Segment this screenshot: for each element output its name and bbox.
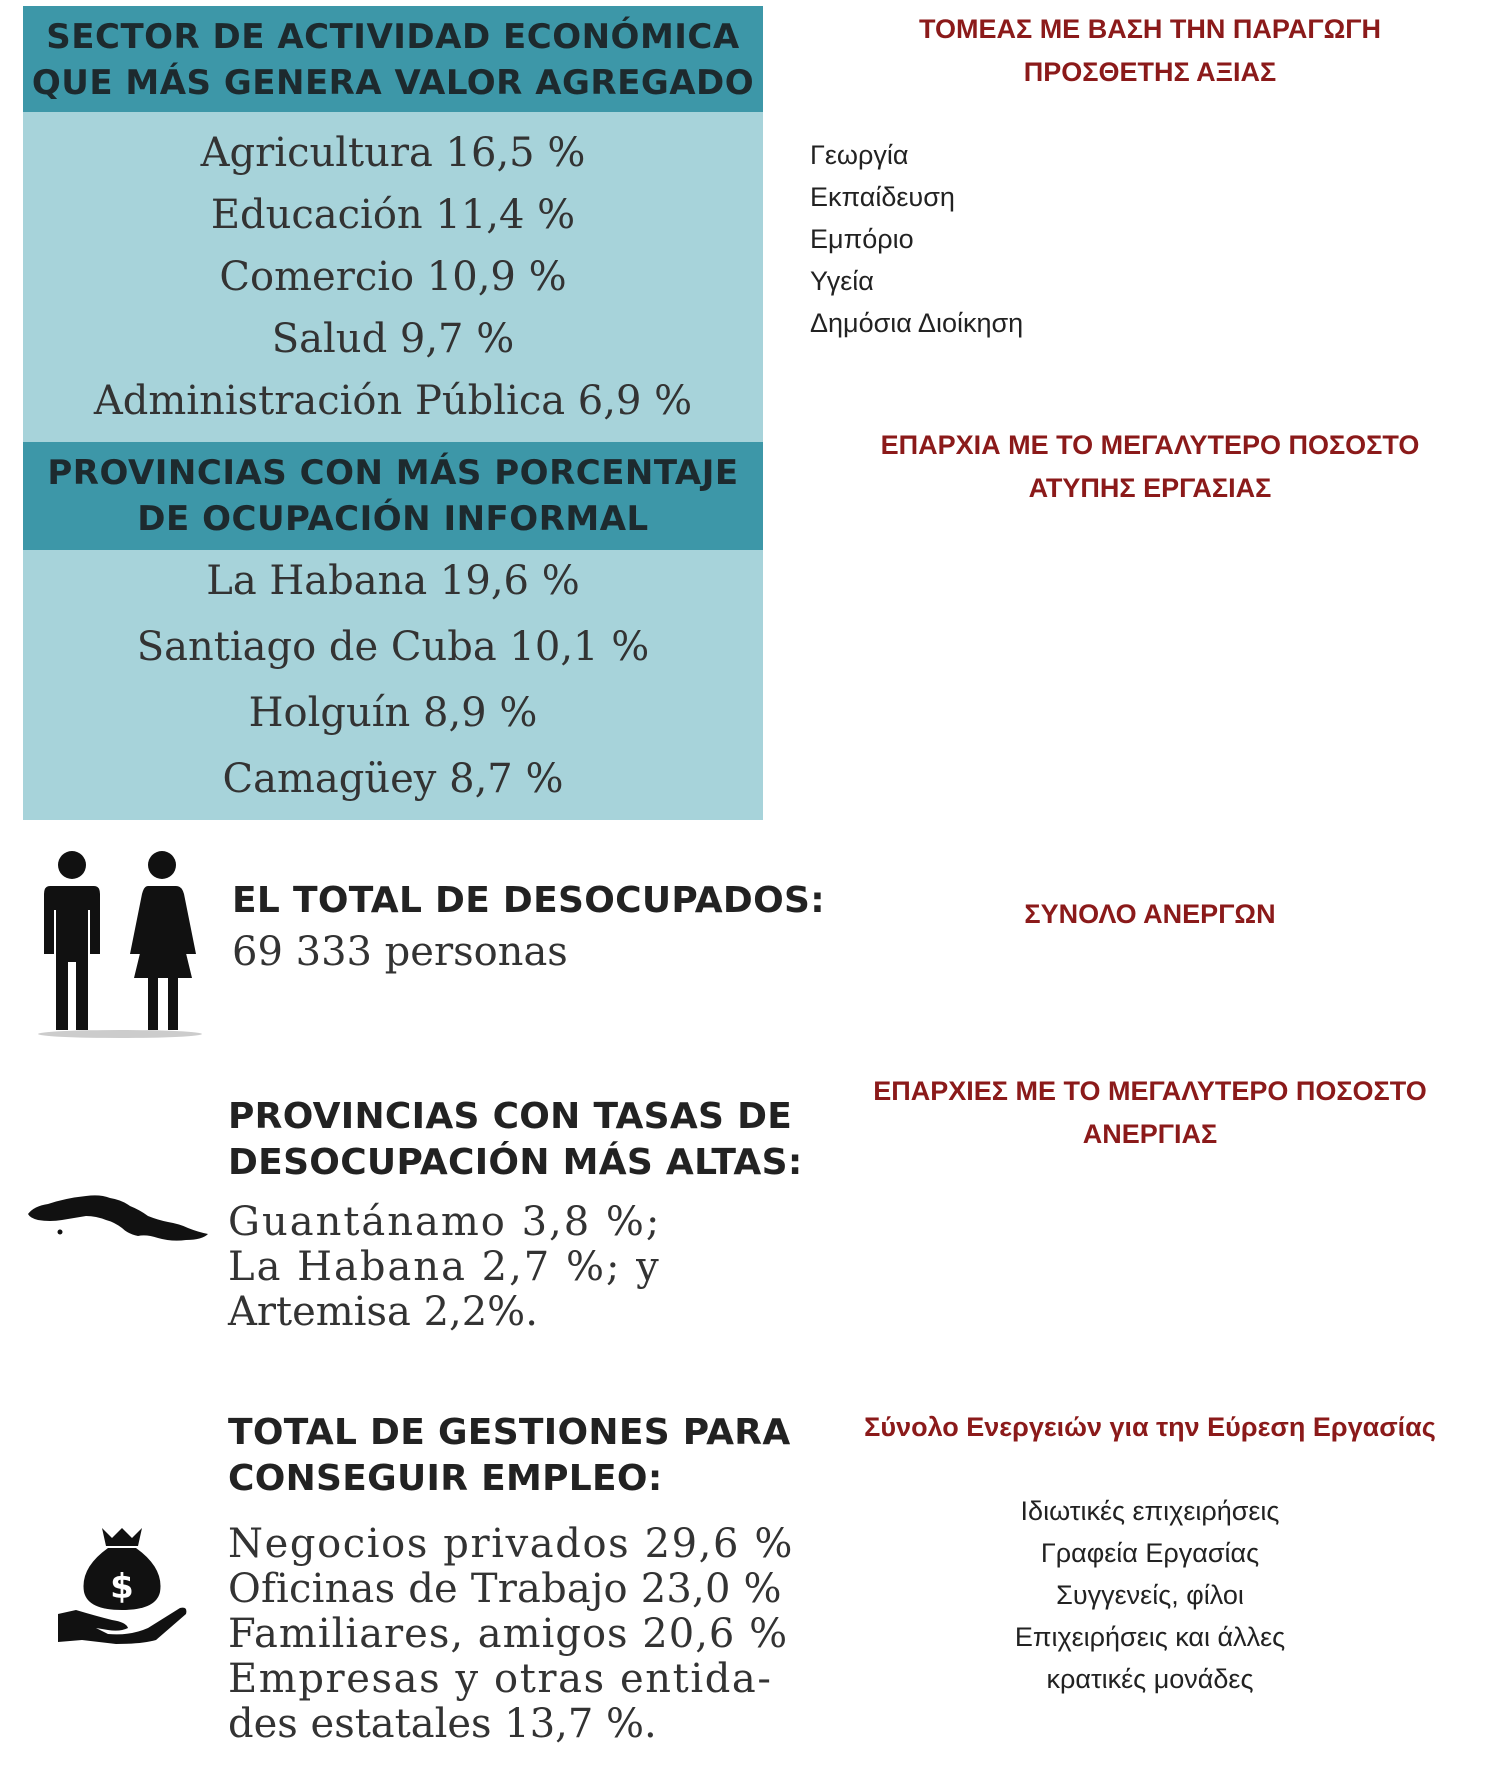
jobsearch-text-line-3: Familiares, amigos 20,6 %: [228, 1611, 789, 1657]
jobsearch-heading-line-1: TOTAL DE GESTIONES PARA: [228, 1412, 791, 1453]
rates-text-line-2: La Habana 2,7 %; y: [228, 1244, 661, 1290]
jobsearch-text-line-5: des estatales 13,7 %.: [228, 1701, 657, 1747]
informal-item-camaguey: Camagüey 8,7 %: [222, 756, 564, 802]
gr-jobsearch-item-3: Συγγενείς, φίλοι: [1056, 1580, 1244, 1610]
jobsearch-text-line-4: Empresas y otras entida-: [228, 1656, 773, 1702]
gr-jobsearch-item-5: κρατικές μονάδες: [1046, 1664, 1254, 1694]
sector-title-line-1: SECTOR DE ACTIVIDAD ECONÓMICA: [46, 17, 740, 57]
gr-jobsearch-item-4: Επιχειρήσεις και άλλες: [1014, 1622, 1286, 1652]
rates-text-line-1: Guantánamo 3,8 %;: [228, 1199, 662, 1245]
informal-item-habana: La Habana 19,6 %: [206, 558, 580, 604]
gr-rates-title-line-1: ΕΠΑΡΧΙΕΣ ΜΕ ΤΟ ΜΕΓΑΛΥΤΕΡΟ ΠΟΣΟΣΤΟ: [873, 1076, 1427, 1106]
sector-item-administracion: Administración Pública 6,9 %: [93, 378, 693, 424]
sector-list-panel: [23, 112, 763, 442]
sector-title-line-2: QUE MÁS GENERA VALOR AGREGADO: [31, 63, 755, 103]
gr-sector-item-1: Γεωργία: [810, 140, 909, 170]
informal-title-line-2: DE OCUPACIÓN INFORMAL: [137, 499, 649, 539]
gr-sector-item-5: Δημόσια Διοίκηση: [810, 308, 1024, 338]
informal-list-panel: [23, 550, 763, 820]
rates-heading-line-1: PROVINCIAS CON TASAS DE: [228, 1096, 793, 1137]
gr-sector-item-2: Εκπαίδευση: [810, 182, 955, 212]
gr-jobsearch-item-2: Γραφεία Εργασίας: [1040, 1538, 1260, 1568]
unemployed-heading: EL TOTAL DE DESOCUPADOS:: [232, 880, 825, 921]
unemployed-value: 69 333 personas: [232, 929, 568, 975]
man-woman-icon: [30, 850, 205, 1040]
gr-informal-title-line-2: ΑΤΥΠΗΣ ΕΡΓΑΣΙΑΣ: [1028, 473, 1272, 503]
informal-header-band: [23, 442, 763, 550]
gr-jobsearch-item-1: Ιδιωτικές επιχειρήσεις: [1020, 1496, 1280, 1526]
sector-header-band: [23, 6, 763, 112]
svg-text:$: $: [110, 1567, 134, 1607]
informal-item-santiago: Santiago de Cuba 10,1 %: [136, 624, 650, 670]
gr-unemployed-title: ΣΥΝΟΛΟ ΑΝΕΡΓΩΝ: [1024, 899, 1276, 929]
gr-informal-title-line-1: ΕΠΑΡΧΙΑ ΜΕ ΤΟ ΜΕΓΑΛΥΤΕΡΟ ΠΟΣΟΣΤΟ: [880, 430, 1420, 460]
informal-title-line-1: PROVINCIAS CON MÁS PORCENTAJE: [47, 453, 739, 493]
jobsearch-text-line-1: Negocios privados 29,6 %: [228, 1521, 794, 1567]
sector-item-comercio: Comercio 10,9 %: [219, 254, 567, 300]
sector-item-educacion: Educación 11,4 %: [210, 192, 576, 238]
gr-rates-title-line-2: ΑΝΕΡΓΙΑΣ: [1082, 1119, 1218, 1149]
gr-sector-item-3: Εμπόριο: [810, 224, 914, 254]
cuba-map-icon: [26, 1176, 210, 1246]
rates-heading-line-2: DESOCUPACIÓN MÁS ALTAS:: [228, 1142, 803, 1183]
rates-text-line-3: Artemisa 2,2%.: [228, 1289, 538, 1335]
sector-item-salud: Salud 9,7 %: [271, 316, 515, 362]
gr-sector-title-line-2: ΠΡΟΣΘΕΤΗΣ ΑΞΙΑΣ: [1023, 57, 1277, 87]
jobsearch-text-line-2: Oficinas de Trabajo 23,0 %: [228, 1566, 782, 1612]
jobsearch-heading-line-2: CONSEGUIR EMPLEO:: [228, 1458, 663, 1499]
gr-jobsearch-title: Σύνολο Ενεργειών για την Εύρεση Εργασίας: [864, 1412, 1436, 1442]
gr-sector-item-4: Υγεία: [810, 266, 874, 296]
gr-sector-title-line-1: ΤΟΜΕΑΣ ΜΕ ΒΑΣΗ ΤΗΝ ΠΑΡΑΓΩΓΗ: [918, 14, 1381, 44]
sector-item-agricultura: Agricultura 16,5 %: [200, 130, 586, 176]
informal-item-holguin: Holguín 8,9 %: [248, 690, 538, 736]
money-bag-hand-icon: [56, 1524, 190, 1644]
